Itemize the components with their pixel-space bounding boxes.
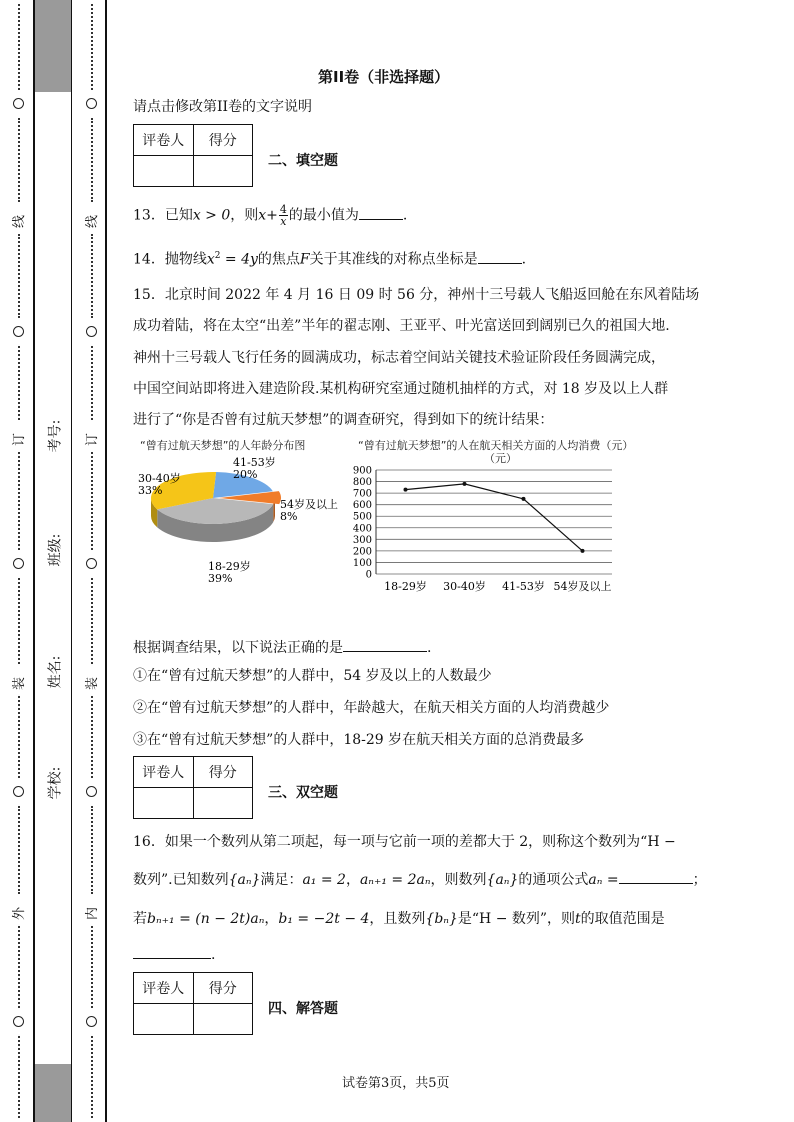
question-15-line-2: 成功着陆，将在太空“出差”半年的翟志刚、王亚平、叶光富送回到阔别已久的祖国大地. xyxy=(133,318,670,334)
grader-header: 评卷人 xyxy=(134,973,194,1004)
binding-band-bottom xyxy=(35,1064,71,1122)
grader-header: 评卷人 xyxy=(134,125,194,156)
question-15-line-5: 进行了“你是否曾有过航天梦想”的调查研究，得到如下的统计结果： xyxy=(133,412,554,428)
score-header: 得分 xyxy=(193,125,253,156)
pie-value-label: 8% xyxy=(280,510,298,523)
section-title: 第II卷（非选择题） xyxy=(318,68,450,86)
dotted-rule xyxy=(18,696,22,778)
grader-cell xyxy=(134,1004,194,1035)
question-13: 13．已知x > 0，则x+ $\frac{4}{x}$的最小值为 . xyxy=(133,203,408,228)
dotted-rule xyxy=(18,578,22,664)
binding-line-mid xyxy=(71,0,72,1122)
question-15-prompt: 根据调查结果，以下说法正确的是 . xyxy=(133,637,431,658)
question-15-line-3: 神州十三号载人飞行任务的圆满成功，标志着空间站关键技术验证阶段任务圆满完成， xyxy=(133,350,665,366)
grader-cell xyxy=(134,788,194,819)
binding-word: 线 xyxy=(12,214,28,229)
series-line xyxy=(406,484,583,551)
pie-value-label: 33% xyxy=(138,484,163,497)
pie-category-label: 18-29岁 xyxy=(208,560,251,573)
score-table xyxy=(133,124,253,187)
dotted-rule xyxy=(91,234,95,318)
dotted-rule xyxy=(18,1036,22,1118)
section-heading-answer: 四、解答题 xyxy=(268,1001,338,1017)
question-16-line-1: 16．如果一个数列从第二项起，每一项与它前一项的差都大于 2，则称这个数列为“H − xyxy=(133,834,676,850)
score-cell xyxy=(193,156,253,187)
pie-category-label: 41-53岁 xyxy=(233,456,276,469)
answer-blank[interactable] xyxy=(619,869,693,884)
y-tick-label: 500 xyxy=(352,511,372,523)
answer-blank[interactable] xyxy=(133,944,211,959)
x-tick-label: 18-29岁 xyxy=(384,580,427,593)
question-16-line-4: . xyxy=(133,944,215,965)
line-chart-unit: （元） xyxy=(484,452,517,465)
score-cell xyxy=(193,1004,253,1035)
data-point xyxy=(404,488,408,492)
score-table xyxy=(133,756,253,819)
dotted-rule xyxy=(18,234,22,318)
x-tick-label: 30-40岁 xyxy=(443,580,486,593)
y-tick-label: 700 xyxy=(352,488,372,500)
option-1: ①在“曾有过航天梦想”的人群中，54 岁及以上的人数最少 xyxy=(133,668,492,684)
grader-header: 评卷人 xyxy=(134,757,194,788)
pie-chart-title: “曾有过航天梦想”的人年龄分布图 xyxy=(140,439,306,452)
pie-value-label: 20% xyxy=(233,468,258,481)
dotted-rule xyxy=(91,4,95,90)
dotted-rule xyxy=(91,696,95,778)
grader-cell xyxy=(134,156,194,187)
pie-chart xyxy=(130,450,340,590)
dotted-rule xyxy=(91,806,95,894)
y-tick-label: 0 xyxy=(365,569,372,581)
binding-circle xyxy=(86,786,97,797)
dotted-rule xyxy=(91,1036,95,1118)
line-chart xyxy=(340,462,630,597)
binding-word: 线 xyxy=(85,214,101,229)
dotted-rule xyxy=(18,926,22,1008)
score-header: 得分 xyxy=(193,973,253,1004)
name-label: 姓名: xyxy=(47,655,64,689)
y-tick-label: 800 xyxy=(352,477,372,489)
y-tick-label: 600 xyxy=(352,500,372,512)
score-cell xyxy=(193,788,253,819)
binding-circle xyxy=(86,326,97,337)
line-chart-title: “曾有过航天梦想”的人在航天相关方面的人均消费（元） xyxy=(358,439,634,452)
data-point xyxy=(522,497,526,501)
binding-circle xyxy=(86,98,97,109)
x-tick-label: 41-53岁 xyxy=(502,580,545,593)
data-point xyxy=(463,482,467,486)
binding-word: 外 xyxy=(12,906,28,921)
y-tick-label: 200 xyxy=(352,546,372,558)
binding-line-inner xyxy=(105,0,107,1122)
binding-circle xyxy=(13,1016,24,1027)
x-tick-label: 54岁及以上 xyxy=(553,580,612,593)
student-id-label: 考号: xyxy=(47,419,64,453)
binding-circle xyxy=(13,326,24,337)
section-heading-fill: 二、填空题 xyxy=(268,153,338,169)
pie-category-label: 54岁及以上 xyxy=(280,498,338,511)
answer-blank[interactable] xyxy=(359,205,403,220)
question-16-line-2: 数列”.已知数列{aₙ}满足：a₁ = 2，aₙ₊₁ = 2aₙ，则数列{aₙ}的通项公式aₙ = ； xyxy=(133,869,707,890)
dotted-rule xyxy=(91,118,95,202)
question-14: 14．抛物线$x^2 = 4y$的焦点F关于其准线的对称点坐标是 . xyxy=(133,246,526,270)
school-label: 学校: xyxy=(47,766,64,800)
binding-word: 订 xyxy=(12,432,28,447)
binding-circle xyxy=(86,558,97,569)
binding-word: 装 xyxy=(12,676,28,691)
pie-category-label: 30-40岁 xyxy=(138,472,181,485)
dotted-rule xyxy=(18,452,22,550)
dotted-rule xyxy=(91,926,95,1008)
y-tick-label: 900 xyxy=(352,465,372,477)
binding-circle xyxy=(13,558,24,569)
question-15-line-1: 15．北京时间 2022 年 4 月 16 日 09 时 56 分，神州十三号载人飞船返回舱在东风着陆场 xyxy=(133,287,700,303)
y-tick-label: 400 xyxy=(352,523,372,535)
y-tick-label: 100 xyxy=(352,557,372,569)
class-label: 班级: xyxy=(47,533,64,567)
score-table xyxy=(133,972,253,1035)
answer-blank[interactable] xyxy=(478,249,522,264)
question-16-line-3: 若bₙ₊₁ = (n − 2t)aₙ，b₁ = −2t − 4，且数列{bₙ}是“H − 数列”，则t的取值范围是 xyxy=(133,911,665,927)
binding-circle xyxy=(13,786,24,797)
dotted-rule xyxy=(18,806,22,894)
y-tick-label: 300 xyxy=(352,534,372,546)
pie-value-label: 39% xyxy=(208,572,233,585)
question-15-line-4: 中国空间站即将进入建造阶段.某机构研究室通过随机抽样的方式，对 18 岁及以上人群 xyxy=(133,381,669,397)
binding-word: 订 xyxy=(85,432,101,447)
binding-band-top xyxy=(35,0,71,92)
section-heading-double: 三、双空题 xyxy=(268,785,338,801)
binding-word: 内 xyxy=(85,906,101,921)
option-3: ③在“曾有过航天梦想”的人群中，18-29 岁在航天相关方面的总消费最多 xyxy=(133,732,585,748)
dotted-rule xyxy=(18,4,22,90)
score-header: 得分 xyxy=(193,757,253,788)
option-2: ②在“曾有过航天梦想”的人群中，年龄越大，在航天相关方面的人均消费越少 xyxy=(133,700,610,716)
binding-line-outer xyxy=(33,0,35,1122)
dotted-rule xyxy=(91,578,95,664)
binding-circle xyxy=(13,98,24,109)
binding-word: 装 xyxy=(85,676,101,691)
page-footer: 试卷第3页，共5页 xyxy=(342,1076,450,1091)
dotted-rule xyxy=(91,346,95,420)
dotted-rule xyxy=(18,346,22,420)
fraction: $\frac{4}{x}$ xyxy=(279,203,287,228)
dotted-rule xyxy=(91,452,95,550)
answer-blank[interactable] xyxy=(343,637,427,652)
data-point xyxy=(581,549,585,553)
binding-circle xyxy=(86,1016,97,1027)
dotted-rule xyxy=(18,118,22,202)
section-note: 请点击修改第II卷的文字说明 xyxy=(133,99,313,115)
